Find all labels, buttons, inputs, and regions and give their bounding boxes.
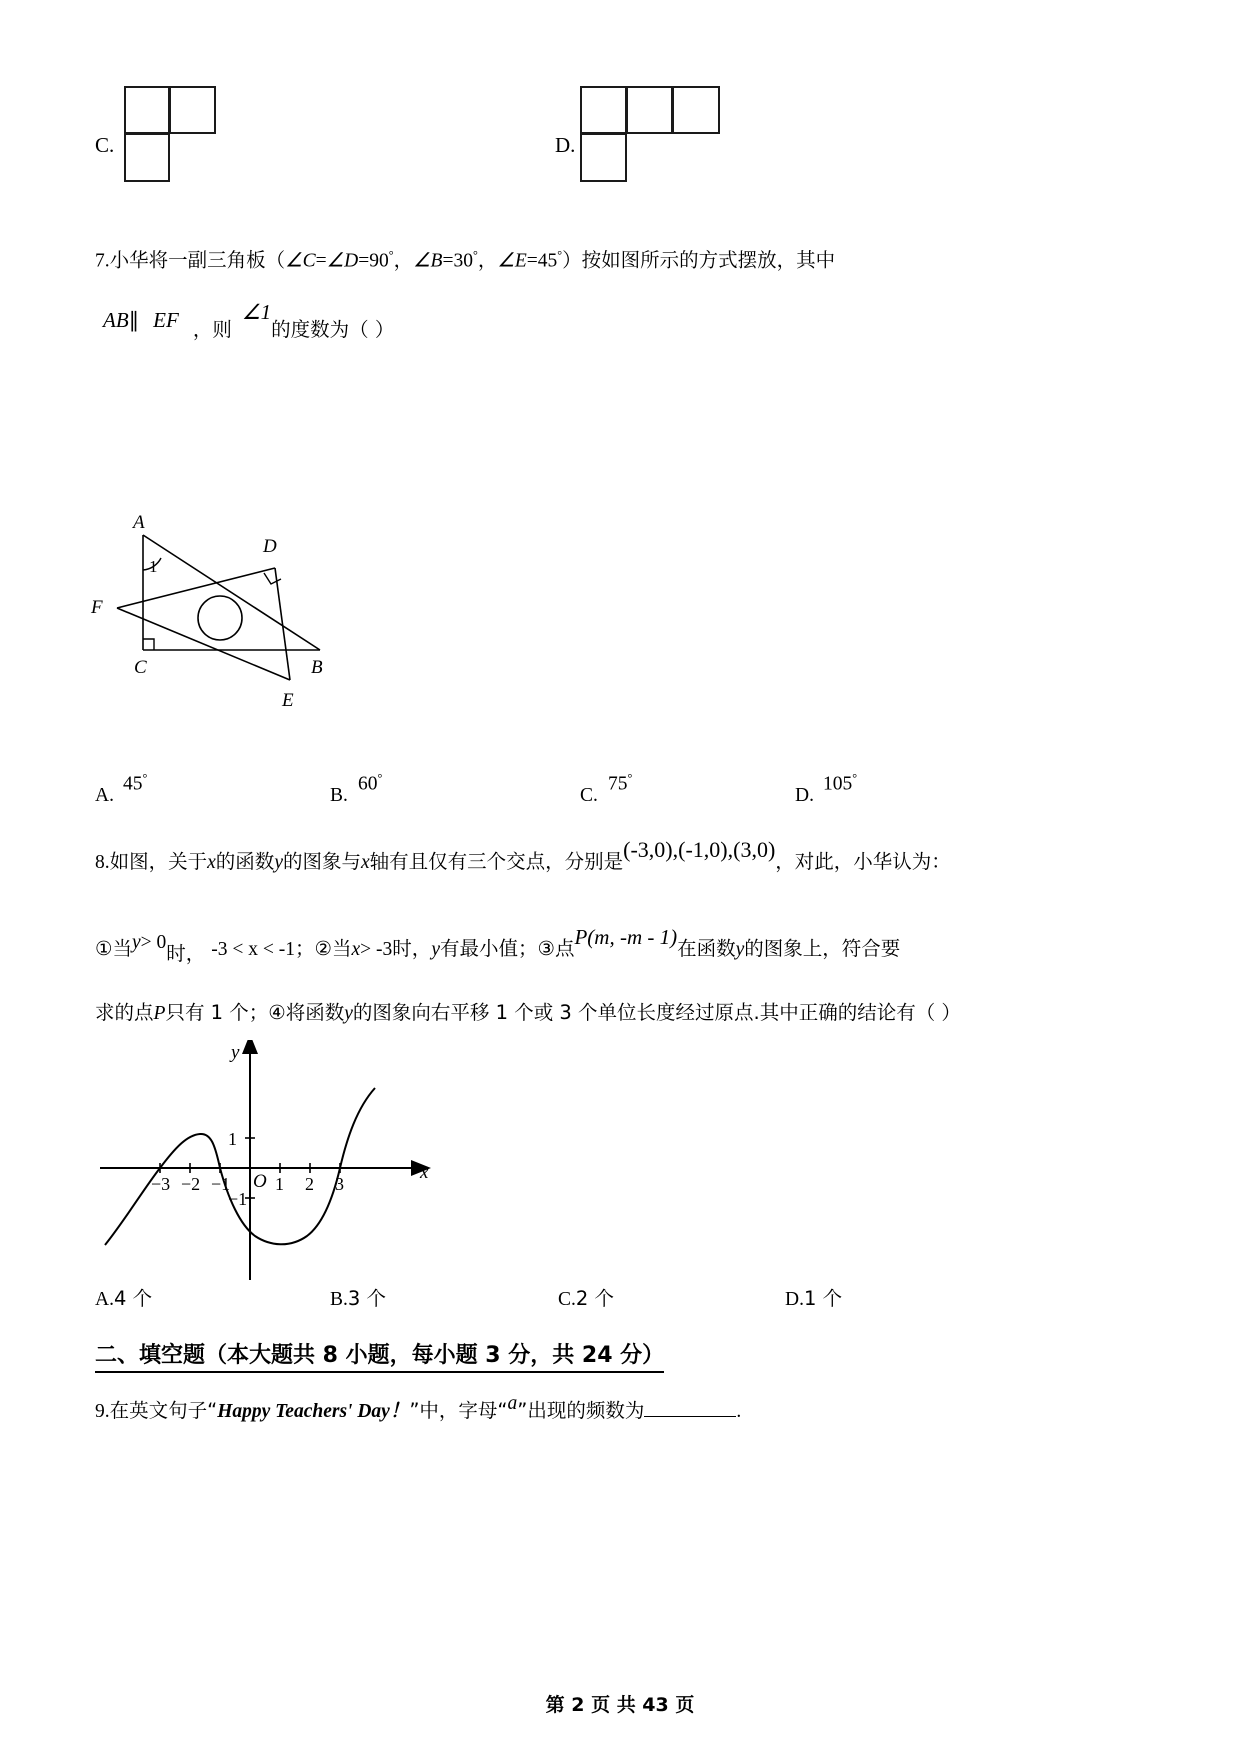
svg-text:y: y	[231, 1042, 240, 1063]
q8-seg-1: 如图，关于	[109, 850, 208, 873]
q8-claim-1-when: 时，	[166, 942, 206, 965]
q7-choice-d-value: 105	[823, 773, 853, 795]
q7-choice-d-unit: °	[852, 771, 858, 785]
q8-claim-4-text: 的图象向右平移 1 个或 3 个单位长度经过原点.其中正确的结论有（ ）	[352, 1001, 961, 1024]
q8-seg-4: 轴有且仅有三个交点，分别是	[369, 850, 624, 873]
q8-claim-4-y: y	[344, 1003, 353, 1024]
q7-deg-3: °	[557, 248, 563, 262]
graph-svg	[95, 1040, 455, 1290]
q9-letter: a	[507, 1393, 518, 1414]
q7-cond-e: ∠E	[497, 250, 527, 272]
q7-choice-a-unit: °	[142, 771, 148, 785]
svg-text:O: O	[253, 1171, 267, 1192]
q8-choice-a-label: 4 个	[113, 1287, 153, 1310]
question-7-line-2	[103, 300, 395, 341]
option-c-label: C.	[95, 133, 115, 157]
q7-text-1: 小华将一副三角板（	[109, 248, 286, 272]
question-9-line	[95, 1393, 742, 1427]
option-c-cube-net	[124, 86, 216, 182]
svg-text:C: C	[134, 657, 147, 678]
q8-choice-c-letter[interactable]: C.	[558, 1289, 576, 1310]
svg-text:3: 3	[335, 1174, 344, 1194]
q9-sentence: Happy Teachers' Day！	[217, 1401, 410, 1422]
q7-number: 7.	[95, 250, 110, 272]
q8-number: 8.	[95, 852, 110, 873]
net-square	[580, 133, 627, 182]
q8-claim-1-gt: > 0	[140, 932, 167, 953]
q7-eq-1: =	[315, 250, 327, 272]
q7-ef: EF	[153, 308, 179, 332]
q7-choice-c-value: 75	[608, 773, 628, 795]
q7-choice-a-letter[interactable]: A.	[95, 785, 114, 806]
question-7-geometry-figure	[85, 510, 415, 740]
q8-claim-3-point: P(m, -m - 1)	[574, 925, 678, 949]
q7-choice-c-unit: °	[627, 771, 633, 785]
q7-choice-b-unit: °	[377, 771, 383, 785]
q7-choice-c-letter[interactable]: C.	[580, 785, 598, 806]
q8-claim-3-text-4: 只有 1 个；	[165, 1001, 269, 1024]
q8-claim-3-text-2: 的图象上，符合要	[744, 937, 901, 960]
q8-choice-d-label: 1 个	[803, 1287, 843, 1310]
q8-claim-1-mark: ①当	[95, 937, 132, 960]
svg-text:1: 1	[149, 557, 158, 576]
q8-choice-b-letter[interactable]: B.	[330, 1289, 348, 1310]
q8-claim-2-cond: > -3	[360, 939, 393, 960]
q7-angle-1: ∠1	[241, 300, 272, 324]
question-8-line-1	[95, 837, 951, 878]
q7-cond-d: ∠D	[326, 250, 359, 272]
q7-cond-b: ∠B	[413, 250, 443, 272]
net-square	[580, 86, 627, 134]
question-8-function-graph	[95, 1040, 455, 1290]
q8-claim-1-end: ；	[295, 937, 315, 960]
q7-deg-2: °	[472, 248, 478, 262]
svg-text:E: E	[282, 690, 294, 711]
svg-text:x: x	[420, 1162, 429, 1183]
svg-text:F: F	[91, 597, 103, 618]
net-square	[672, 86, 720, 134]
q9-seg-1: 在英文句子“	[109, 1399, 218, 1422]
svg-text:−3: −3	[151, 1174, 171, 1194]
q7-text-2: ）按如图所示的方式摆放，其中	[562, 248, 836, 272]
q7-tail: 的度数为（ ）	[271, 318, 395, 341]
q8-choice-a-letter[interactable]: A.	[95, 1289, 114, 1310]
q8-claim-2-text: 有最小值；	[439, 937, 538, 960]
svg-text:1: 1	[228, 1129, 237, 1149]
q8-claim-4-mark: ④将函数	[268, 1001, 345, 1024]
q7-parallel-symbol: ∥	[128, 308, 140, 332]
q8-claim-3-text-1: 在函数	[677, 937, 736, 960]
q8-roots: (-3,0),(-1,0),(3,0)	[623, 837, 776, 862]
net-square	[124, 133, 170, 182]
q8-choice-c-label: 2 个	[575, 1287, 614, 1310]
q8-choice-d-letter[interactable]: D.	[785, 1289, 804, 1310]
q7-choice-b-letter[interactable]: B.	[330, 785, 348, 806]
q8-claim-3-mark: ③点	[537, 937, 575, 960]
svg-text:−2: −2	[181, 1174, 201, 1194]
net-square	[169, 86, 216, 134]
q8-var-x-2: x	[360, 852, 370, 873]
svg-text:A: A	[133, 512, 145, 533]
q8-claim-3-text-3: 求的点	[95, 1001, 154, 1024]
q9-seg-2: ”中，字母“	[409, 1399, 508, 1422]
section-2-heading: 二、填空题（本大题共 8 小题，每小题 3 分，共 24 分）	[95, 1338, 664, 1373]
q7-comma-1: ，	[393, 248, 414, 272]
option-d-cube-net	[580, 86, 720, 182]
q8-choice-b-label: 3 个	[347, 1287, 386, 1310]
svg-text:2: 2	[305, 1174, 314, 1194]
option-d-label: D.	[555, 133, 576, 157]
svg-text:1: 1	[275, 1174, 284, 1194]
q7-eq-3: =30	[442, 250, 473, 272]
q7-ab: AB	[103, 308, 129, 332]
q8-claim-3-y: y	[735, 939, 745, 960]
q7-eq-2: =90	[358, 250, 389, 272]
svg-text:−1: −1	[228, 1189, 248, 1209]
q7-deg-1: °	[388, 248, 394, 262]
question-8-claims-line-1	[95, 925, 901, 965]
q8-claim-1-range: -3 < x < -1	[211, 939, 296, 960]
svg-text:D: D	[263, 536, 277, 557]
q8-claim-2-mark: ②当	[314, 937, 352, 960]
q8-claim-2-y: y	[431, 939, 440, 960]
q7-choice-d-letter[interactable]: D.	[795, 785, 814, 806]
q8-claim-1-y: y	[131, 932, 141, 953]
q8-seg-5: ，对此，小华认为：	[775, 850, 951, 873]
q9-answer-blank[interactable]	[644, 1399, 736, 1417]
q8-claim-2-x: x	[351, 939, 361, 960]
q8-claim-2-when: 时，	[392, 937, 432, 960]
net-square	[626, 86, 673, 134]
net-square	[124, 86, 170, 134]
q7-choice-a-value: 45	[123, 773, 143, 795]
q7-cond-c: ∠C	[285, 250, 316, 272]
q8-var-x-1: x	[207, 852, 216, 873]
q8-var-y-1: y	[274, 852, 283, 873]
page-footer: 第 2 页 共 43 页	[545, 1694, 695, 1716]
geometry-svg	[85, 510, 415, 740]
q7-eq-4: =45	[526, 250, 558, 272]
q7-choice-b-value: 60	[358, 773, 378, 795]
q9-number: 9.	[95, 1401, 110, 1422]
q7-then: ，则	[192, 318, 232, 341]
question-7-line-1	[95, 240, 835, 277]
question-8-claims-line-2	[95, 998, 961, 1029]
svg-text:B: B	[311, 657, 323, 678]
q8-claim-3-p: P	[153, 1003, 166, 1024]
q7-comma-2: ，	[477, 248, 498, 272]
q8-seg-3: 的图象与	[282, 850, 361, 873]
svg-text:−1: −1	[211, 1174, 231, 1194]
q9-seg-4: .	[736, 1401, 742, 1422]
q9-seg-3: ”出现的频数为	[517, 1399, 645, 1422]
q8-seg-2: 的函数	[215, 850, 275, 873]
